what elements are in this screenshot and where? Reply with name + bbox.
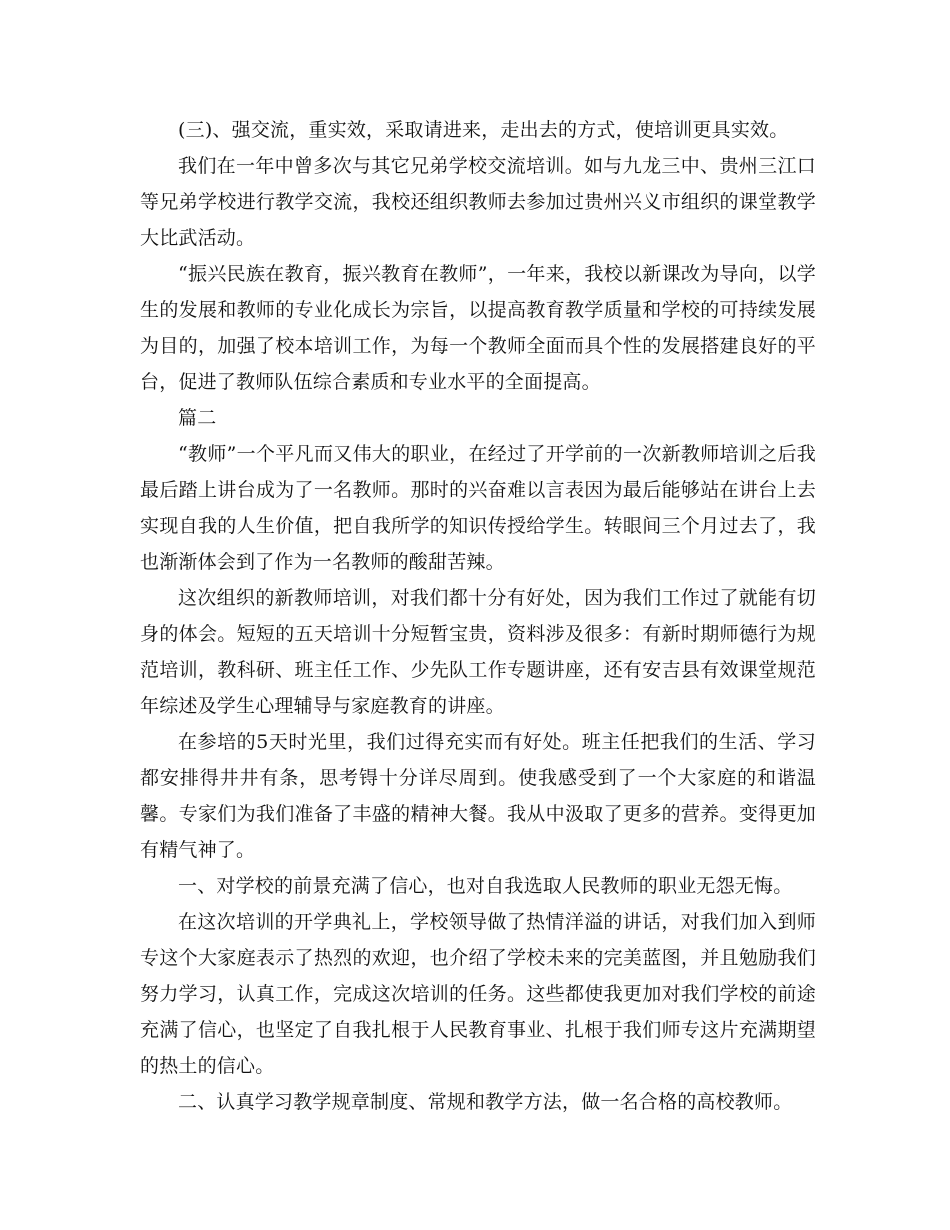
paragraph-revitalize-education: “振兴民族在教育，振兴教育在教师”，一年来，我校以新课改为导向，以学生的发展和教师的专业化成长为宗旨，以提高教育教学质量和学校的可持续发展为目的，加强了校本培训工作，为每一个教师全面而具个性的发展搭建良好的平台，促进了教师队伍综合素质和专业水平的全面提高。 (140, 263, 816, 393)
paragraph-exchange-training: 我们在一年中曾多次与其它兄弟学校交流培训。如与九龙三中、贵州三江口等兄弟学校进行教学交流，我校还组织教师去参加过贵州兴义市组织的课堂教学大比武活动。 (140, 155, 816, 249)
paragraph-opening-ceremony: 在这次培训的开学典礼上，学校领导做了热情洋溢的讲话，对我们加入到师专这个大家庭表示了热烈的欢迎，也介绍了学校未来的完美蓝图，并且勉励我们努力学习，认真工作，完成这次培训的任务。这些都使我更加对我们学校的前途充满了信心，也坚定了自我扎根于人民教育事业、扎根于我们师专这片充满期望的热土的信心。 (140, 911, 816, 1077)
section-label-part-two: 篇二 (178, 407, 217, 429)
paragraph-section-three-heading: (三)、强交流，重实效，采取请进来，走出去的方式，使培训更具实效。 (178, 119, 789, 141)
document-page (140, 112, 816, 1120)
heading-point-one: 一、对学校的前景充满了信心，也对自我选取人民教师的职业无怨无悔。 (178, 875, 793, 897)
heading-point-two: 二、认真学习教学规章制度、常规和教学方法，做一名合格的高校教师。 (178, 1091, 793, 1113)
paragraph-new-teacher-training: 这次组织的新教师培训，对我们都十分有好处，因为我们工作过了就能有切身的体会。短短的五天培训十分短暂宝贵，资料涉及很多：有新时期师德行为规范培训，教科研、班主任工作、少先队工作专题讲座，还有安吉县有效课堂规范年综述及学生心理辅导与家庭教育的讲座。 (140, 587, 816, 717)
paragraph-five-days: 在参培的5天时光里，我们过得充实而有好处。班主任把我们的生活、学习都安排得井井有条，思考锝十分详尽周到。使我感受到了一个大家庭的和谐温馨。专家们为我们准备了丰盛的精神大餐。我从中汲取了更多的营养。变得更加有精气神了。 (140, 731, 816, 861)
paragraph-teacher-profession: “教师”一个平凡而又伟大的职业，在经过了开学前的一次新教师培训之后我最后踏上讲台成为了一名教师。那时的兴奋难以言表因为最后能够站在讲台上去实现自我的人生价值，把自我所学的知识传授给学生。转眼间三个月过去了，我也渐渐体会到了作为一名教师的酸甜苦辣。 (140, 443, 816, 573)
